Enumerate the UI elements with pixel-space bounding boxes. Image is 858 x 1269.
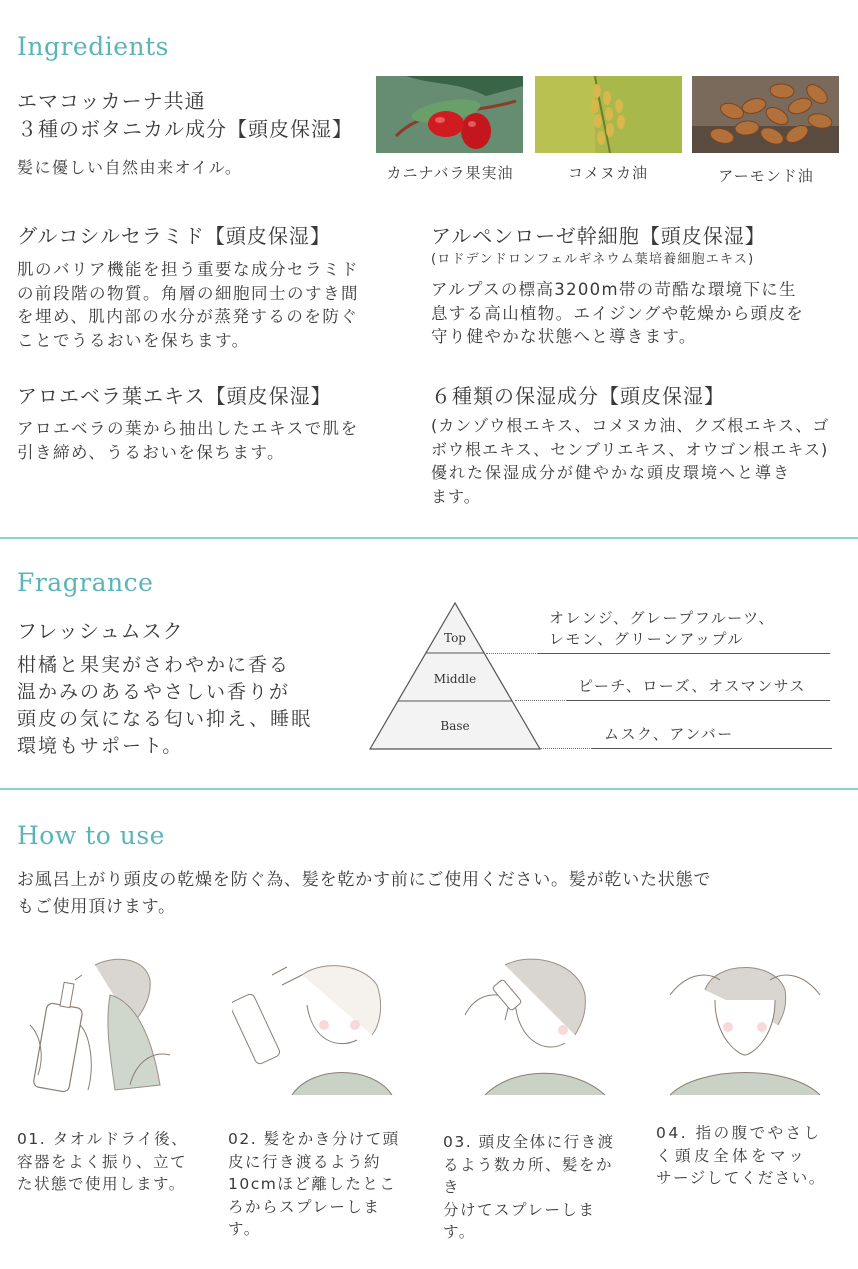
botanical-desc: 髪に優しい自然由来オイル。 — [17, 158, 243, 177]
middle-notes: ピーチ、ローズ、オスマンサス — [578, 677, 807, 695]
step-01: 01. タオルドライ後、 容器をよく振り、立て た状態で使用します。 — [17, 1130, 189, 1193]
base-connector — [540, 748, 592, 749]
ingredient-heading: アルペンローゼ幹細胞【頭皮保湿】 — [431, 224, 766, 248]
rice-photo — [535, 76, 682, 153]
almond-caption: アーモンド油 — [718, 167, 814, 185]
middle-note-rule — [567, 700, 830, 701]
ingredient-desc: アルプスの標高3200m帯の苛酷な環境下に生 息する高山植物。エイジングや乾燥から頭皮を 守り健やかな状態へと導きます。 — [431, 280, 805, 346]
rosehip-caption: カニナバラ果実油 — [386, 164, 514, 182]
ingredient-desc: アロエベラの葉から抽出したエキスで肌を 引き締め、うるおいを保ちます。 — [17, 419, 359, 462]
how-to-use-intro: お風呂上がり頭皮の乾燥を防ぐ為、髪を乾かす前にご使用ください。髪が乾いた状態で もご使用頂けます。 — [17, 870, 712, 917]
ingredient-desc: 肌のバリア機能を担う重要な成分セラミド の前段階の物質。角層の細胞同士のすき間 を埋め、肌内部の水分が蒸発するのを防ぐ ことでうるおいを保ちます。 — [17, 260, 359, 350]
step-02: 02. 髪をかき分けて頭 皮に行き渡るよう約 10cmほど離したとこ ろからスプレーします。 — [228, 1130, 400, 1238]
towel-bottle-illustration — [20, 955, 190, 1105]
step-04: 04. 指の腹でやさし く頭皮全体をマッ サージしてください。 — [656, 1124, 826, 1187]
ingredients-title: Ingredients — [17, 32, 169, 61]
base-note-rule — [592, 748, 832, 749]
fragrance-title: Fragrance — [17, 568, 154, 597]
top-note-rule — [538, 653, 830, 654]
pyramid-base-label: Base — [440, 719, 470, 733]
top-notes: オレンジ、グレープフルーツ、 レモン、グリーンアップル — [549, 609, 776, 648]
ingredient-heading: ６種類の保湿成分【頭皮保湿】 — [431, 384, 725, 408]
ingredient-heading: グルコシルセラミド【頭皮保湿】 — [17, 224, 331, 248]
ingredient-heading: アロエベラ葉エキス【頭皮保湿】 — [17, 384, 332, 408]
part-hair-illustration — [445, 955, 615, 1105]
ingredient-sub: (ロドデンドロンフェルギネウム葉培養細胞エキス) — [431, 252, 755, 267]
top-connector — [486, 653, 538, 654]
fragrance-name: フレッシュムスク — [17, 619, 184, 643]
section-divider — [0, 537, 858, 539]
section-divider — [0, 788, 858, 790]
how-to-use-title: How to use — [17, 821, 165, 850]
botanical-heading-1: エマコッカーナ共通 — [17, 89, 206, 113]
fragrance-desc: 柑橘と果実がさわやかに香る 温かみのあるやさしい香りが 頭皮の気になる匂い抑え、睡眠 環境もサポート。 — [17, 654, 313, 757]
rice-caption: コメヌカ油 — [567, 164, 648, 182]
pyramid-middle-label: Middle — [433, 672, 477, 686]
almond-photo — [692, 76, 839, 153]
ingredient-desc: (カンゾウ根エキス、コメヌカ油、クズ根エキス、ゴ ボウ根エキス、センブリエキス、オウゴン根エキス) 優れた保湿成分が健やかな頭皮環境へと導き ます。 — [431, 416, 830, 506]
middle-connector — [515, 700, 567, 701]
spray-head-illustration — [232, 955, 402, 1105]
botanical-heading-2: ３種のボタニカル成分【頭皮保湿】 — [17, 117, 353, 141]
rosehip-photo — [376, 76, 523, 153]
step-03: 03. 頭皮全体に行き渡 るよう数カ所、髪をかき 分けてスプレーします。 — [443, 1133, 615, 1241]
massage-illustration — [660, 955, 830, 1105]
base-notes: ムスク、アンバー — [604, 725, 734, 743]
pyramid-top-label: Top — [444, 631, 466, 645]
